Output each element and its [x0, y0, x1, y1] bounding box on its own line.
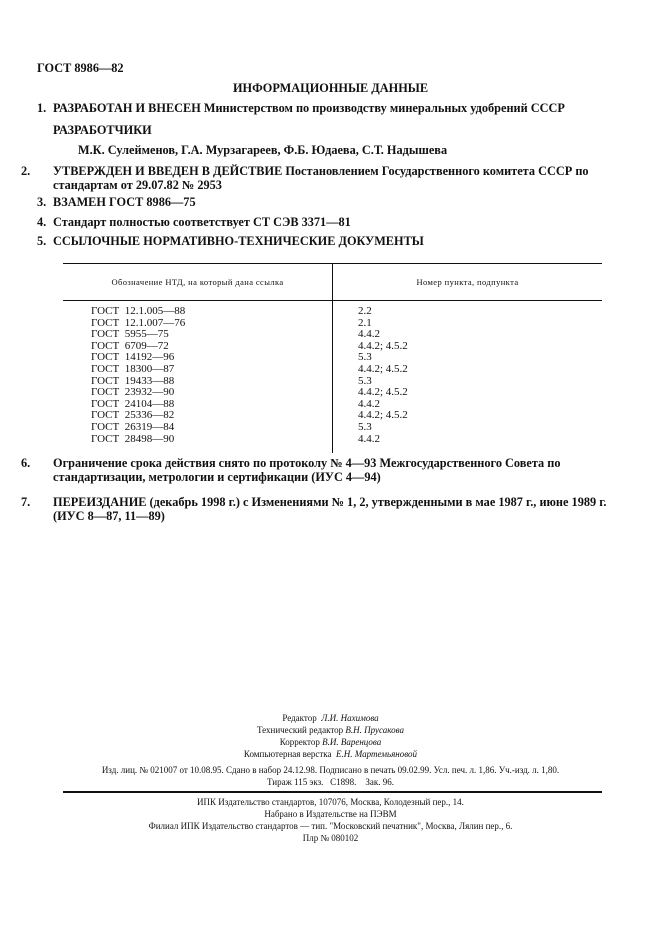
table-cell-clause: 4.4.2; 4.5.2	[358, 362, 408, 375]
item-6	[21, 456, 627, 484]
publisher-line-3: Филиал ИПК Издательство стандартов — тип. "Московский печатник", Москва, Лялин пер., 6.	[148, 821, 513, 831]
item-text: Стандарт полностью соответствует СТ СЭВ 3371—81	[53, 215, 351, 229]
table-cell-clause: 4.4.2; 4.5.2	[358, 339, 408, 352]
item-1	[37, 101, 565, 115]
references-table	[63, 263, 602, 453]
item-number: 2.	[21, 164, 31, 178]
publisher-line-4: Плр № 080102	[302, 833, 359, 843]
page-title: ИНФОРМАЦИОННЫЕ ДАННЫЕ	[232, 81, 429, 95]
table-cell-designation: ГОСТ 12.1.007—76	[91, 316, 186, 329]
clause-column	[358, 306, 408, 445]
table-cell-clause: 4.4.2; 4.5.2	[358, 386, 408, 399]
table-cell-clause: 4.4.2	[358, 328, 380, 341]
item-5	[37, 234, 424, 248]
label: Редактор	[282, 713, 317, 723]
publisher-line-1: ИПК Издательство стандартов, 107076, Москва, Колодезный пер., 14.	[197, 797, 464, 807]
table-cell-designation: ГОСТ 12.1.005—88	[91, 305, 186, 317]
publisher-details	[0, 796, 661, 844]
table-cell-designation: ГОСТ 6709—72	[91, 339, 169, 352]
table-cell-clause: 4.4.2	[358, 432, 380, 445]
document-code: ГОСТ 8986—82	[37, 61, 124, 75]
table-cell-designation: ГОСТ 18300—87	[91, 362, 175, 375]
corrector-line	[0, 736, 661, 748]
tech-editor-line	[0, 724, 661, 736]
table-cell-designation: ГОСТ 19433—88	[91, 374, 175, 387]
item-text: ВЗАМЕН ГОСТ 8986—75	[53, 195, 196, 209]
table-cell-designation: ГОСТ 25336—82	[91, 409, 175, 422]
print-details	[0, 764, 661, 788]
credits	[0, 712, 661, 760]
item-number: 6.	[21, 456, 31, 470]
table-cell-clause: 5.3	[358, 420, 372, 433]
item-number: 1.	[37, 101, 47, 115]
table-cell-designation: ГОСТ 5955—75	[91, 328, 169, 341]
table-cell-designation: ГОСТ 24104—88	[91, 397, 175, 410]
label: Корректор	[279, 737, 320, 747]
item-text: ПЕРЕИЗДАНИЕ (декабрь 1998 г.) с Изменениями № 1, 2, утвержденными в мае 1987 г., июне 1989 г. (ИУС 8—87, 11—89)	[53, 495, 607, 523]
table-cell-designation: ГОСТ 28498—90	[91, 432, 175, 445]
label: Компьютерная верстка	[243, 749, 332, 759]
name: В.Н. Прусакова	[345, 725, 405, 735]
table-cell-clause: 5.3	[358, 351, 372, 364]
item-number: 7.	[21, 495, 31, 509]
publisher-line-2: Набрано в Издательстве на ПЭВМ	[264, 809, 397, 819]
label: Технический редактор	[256, 725, 344, 735]
table-cell-clause: 4.4.2	[358, 397, 380, 410]
table-cell-clause: 4.4.2; 4.5.2	[358, 409, 408, 422]
table-header-designation: Обозначение НТД, на который дана ссылка	[111, 277, 284, 287]
item-text: ССЫЛОЧНЫЕ НОРМАТИВНО-ТЕХНИЧЕСКИЕ ДОКУМЕНТЫ	[53, 234, 424, 248]
editor-line	[0, 712, 661, 724]
item-text: Ограничение срока действия снято по протоколу № 4—93 Межгосударственного Совета по стандартизации, метрологии и сертификации (ИУС 4—94)	[53, 456, 561, 484]
layout-line	[0, 748, 661, 760]
name: Л.И. Нахимова	[321, 713, 379, 723]
designation-column	[91, 306, 185, 445]
item-number: 4.	[37, 215, 47, 229]
name: В.И. Варенцова	[322, 737, 382, 747]
table-cell-clause: 5.3	[358, 374, 372, 387]
item-number: 3.	[37, 195, 47, 209]
item-2	[21, 164, 627, 192]
item-text: УТВЕРЖДЕН И ВВЕДЕН В ДЕЙСТВИЕ Постановлением Государственного комитета СССР по стандартам от 29.07.82 № 2953	[53, 164, 589, 192]
developers-label: РАЗРАБОТЧИКИ	[53, 123, 152, 137]
item-4	[37, 215, 351, 229]
print-line-2: Тираж 115 экз. С1898. Зак. 96.	[266, 777, 395, 787]
developers-names: М.К. Сулейменов, Г.А. Мурзагареев, Ф.Б. Юдаева, С.Т. Надышева	[78, 143, 448, 157]
table-header-clause: Номер пункта, подпункта	[416, 277, 519, 287]
name: Е.Н. Мартемьяновой	[336, 749, 418, 759]
item-7	[21, 495, 627, 523]
table-column-divider	[332, 263, 333, 453]
table-cell-designation: ГОСТ 26319—84	[91, 420, 175, 433]
table-cell-clause: 2.1	[358, 316, 372, 329]
item-3	[37, 195, 196, 209]
table-cell-clause: 2.2	[358, 305, 372, 317]
table-cell-designation: ГОСТ 23932—90	[91, 386, 175, 399]
item-text: РАЗРАБОТАН И ВНЕСЕН Министерством по производству минеральных удобрений СССР	[53, 101, 565, 115]
table-cell-designation: ГОСТ 14192—96	[91, 351, 175, 364]
print-line-1: Изд. лиц. № 021007 от 10.08.95. Сдано в набор 24.12.98. Подписано в печать 09.02.99. Усл. печ. л. 1,86. Уч.-изд. л. 1,80.	[101, 765, 560, 775]
imprint-rule	[63, 791, 602, 793]
item-number: 5.	[37, 234, 47, 248]
